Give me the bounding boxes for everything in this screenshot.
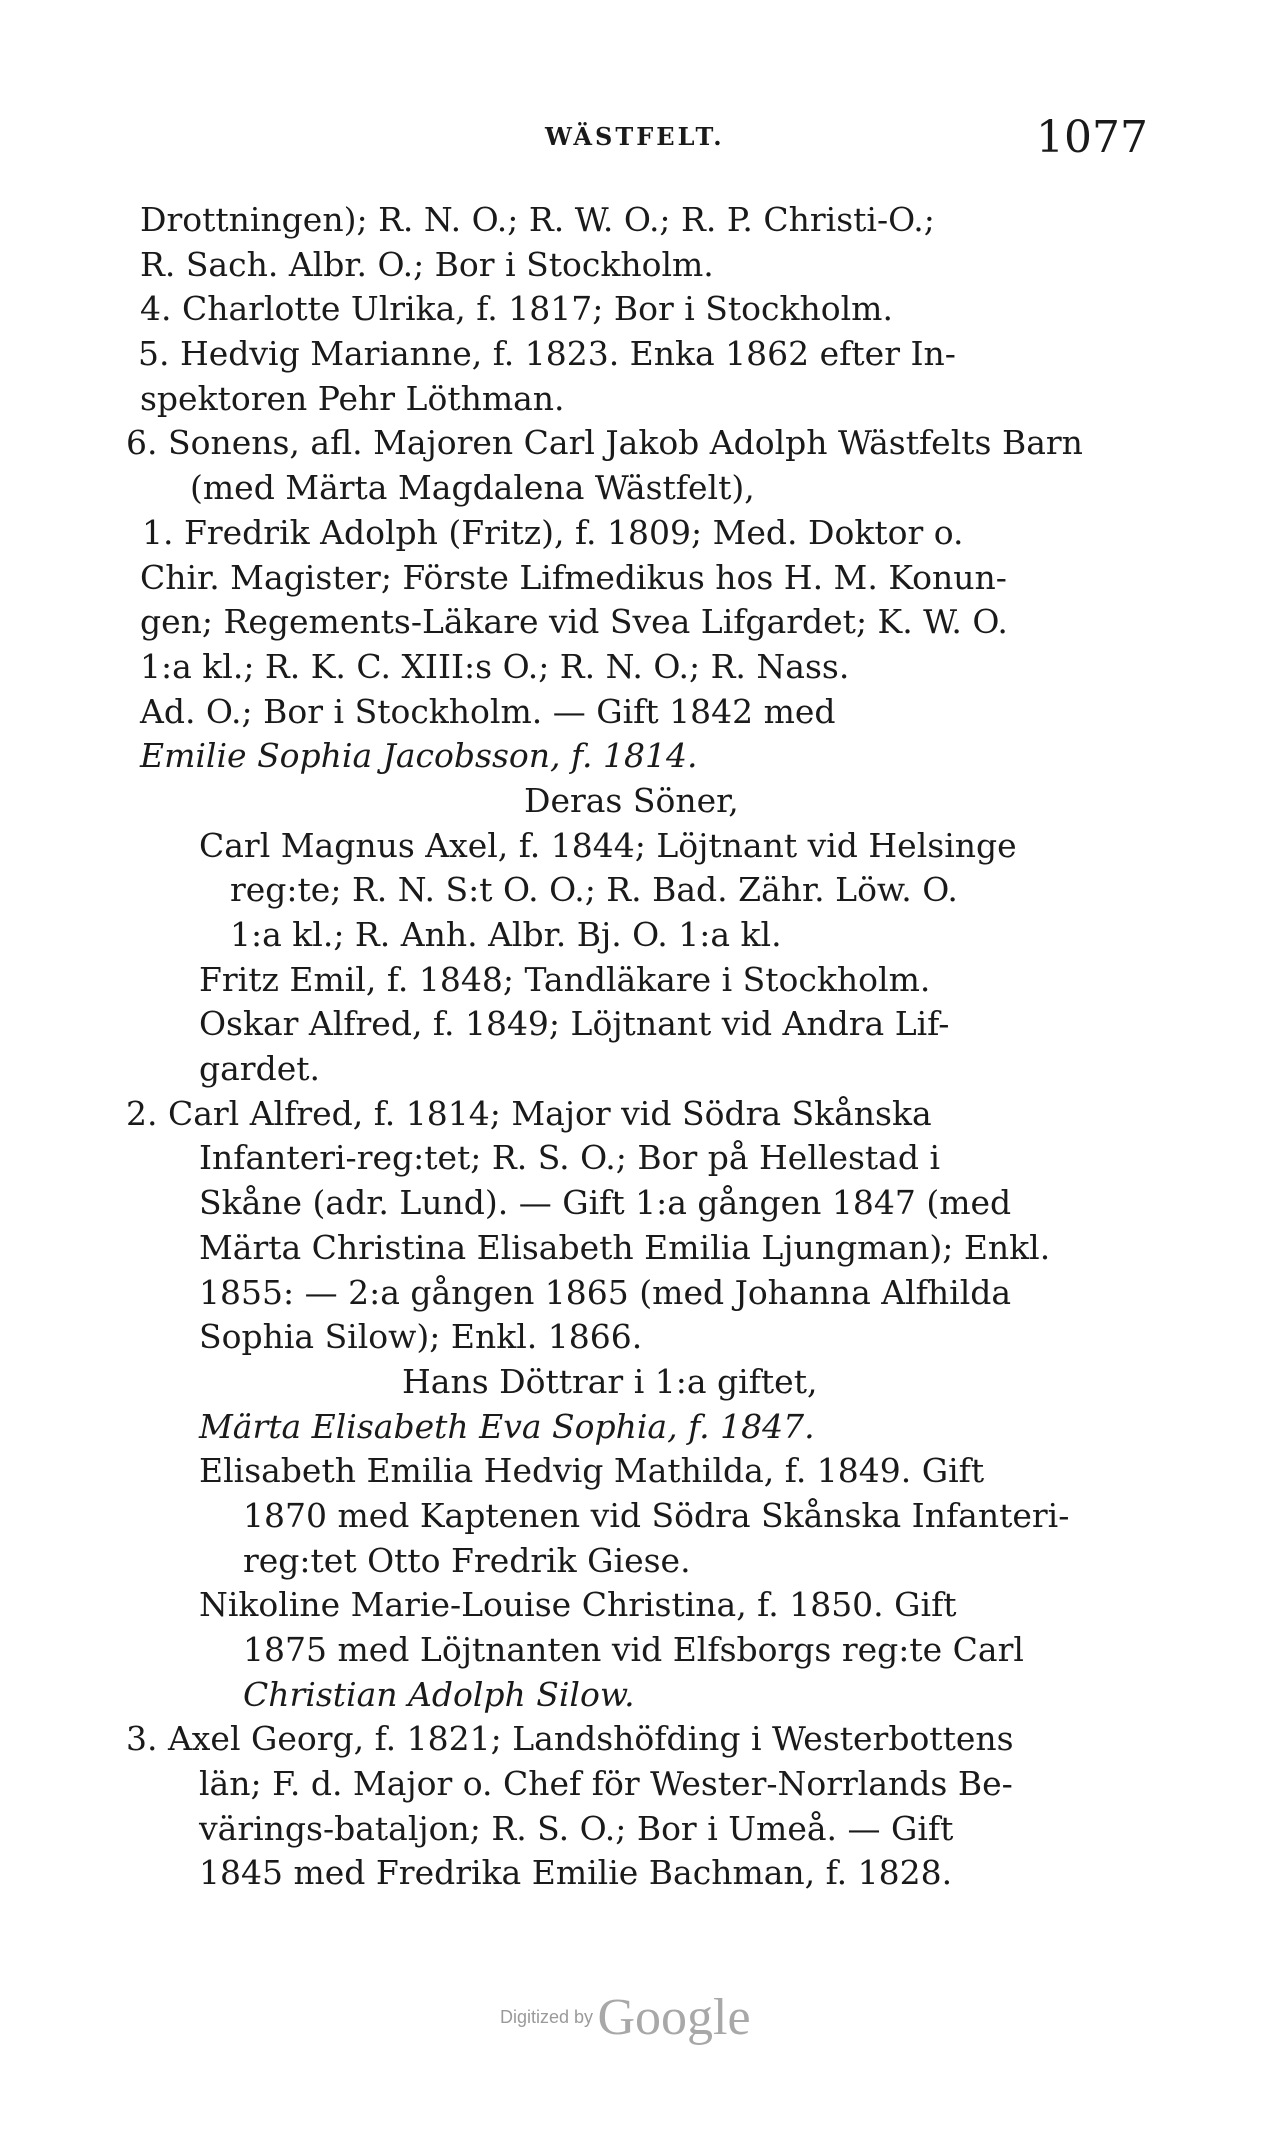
text-line: Fritz Emil, f. 1848; Tandläkare i Stockholm. — [199, 959, 931, 999]
digitized-by-footer — [500, 1988, 751, 2047]
text-line: 1:a kl.; R. Anh. Albr. Bj. O. 1:a kl. — [230, 915, 782, 954]
text-line: Märta Elisabeth Eva Sophia, f. 1847. — [199, 1406, 815, 1446]
text-line: 4. Charlotte Ulrika, f. 1817; Bor i Stockholm. — [140, 289, 893, 329]
text-line: 1875 med Löjtnanten vid Elfsborgs reg:te Carl — [243, 1630, 1024, 1669]
text-line: Chir. Magister; Förste Lifmedikus hos H. M. Konun- — [140, 557, 1007, 597]
text-line: län; F. d. Major o. Chef för Wester-Norrlands Be- — [199, 1764, 1013, 1804]
text-line: 1845 med Fredrika Emilie Bachman, f. 1828. — [199, 1853, 953, 1893]
text-line: gen; Regements-Läkare vid Svea Lifgardet; K. W. O. — [140, 602, 1008, 642]
text-line: Drottningen); R. N. O.; R. W. O.; R. P. Christi-O.; — [140, 200, 935, 239]
text-line: R. Sach. Albr. O.; Bor i Stockholm. — [140, 244, 714, 284]
text-line: gardet. — [199, 1049, 320, 1089]
text-line: 5. Hedvig Marianne, f. 1823. Enka 1862 efter In- — [138, 334, 956, 374]
text-line: Ad. O.; Bor i Stockholm. — Gift 1842 med — [140, 691, 836, 731]
digitized-label: Digitized by — [500, 2007, 594, 2027]
text-line: (med Märta Magdalena Wästfelt), — [190, 468, 755, 508]
text-line: Infanteri-reg:tet; R. S. O.; Bor på Hellestad i — [199, 1138, 941, 1178]
text-line: 3. Axel Georg, f. 1821; Landshöfding i Westerbottens — [126, 1719, 1014, 1759]
text-line: värings-bataljon; R. S. O.; Bor i Umeå. — Gift — [199, 1808, 954, 1848]
text-line: Deras Söner, — [524, 780, 739, 820]
text-line: Hans Döttrar i 1:a giftet, — [402, 1361, 818, 1401]
text-line: 6. Sonens, afl. Majoren Carl Jakob Adolph Wästfelts Barn — [126, 423, 1083, 463]
text-line: Skåne (adr. Lund). — Gift 1:a gången 1847 (med — [199, 1183, 1012, 1223]
page-header — [0, 112, 1279, 172]
text-line: Emilie Sophia Jacobsson, f. 1814. — [140, 736, 698, 776]
text-line: Elisabeth Emilia Hedvig Mathilda, f. 1849. Gift — [199, 1451, 985, 1491]
text-line: 2. Carl Alfred, f. 1814; Major vid Södra Skånska — [126, 1093, 932, 1133]
text-line: Märta Christina Elisabeth Emilia Ljungman); Enkl. — [199, 1227, 1051, 1267]
text-line: 1:a kl.; R. K. C. XIII:s O.; R. N. O.; R. Nass. — [140, 646, 850, 686]
text-line: Nikoline Marie-Louise Christina, f. 1850. Gift — [199, 1585, 957, 1625]
running-head: WÄSTFELT. — [545, 122, 725, 151]
text-line: Sophia Silow); Enkl. 1866. — [199, 1317, 643, 1357]
google-logo: Google — [597, 1989, 751, 2046]
text-line: Christian Adolph Silow. — [243, 1674, 635, 1714]
text-line: spektoren Pehr Löthman. — [140, 378, 565, 418]
body-text — [126, 198, 1180, 1896]
text-line: 1870 med Kaptenen vid Södra Skånska Infanteri- — [243, 1495, 1070, 1535]
text-line: 1. Fredrik Adolph (Fritz), f. 1809; Med. Doktor o. — [142, 512, 964, 552]
text-line: reg:te; R. N. S:t O. O.; R. Bad. Zähr. Löw. O. — [230, 870, 958, 910]
text-line: Carl Magnus Axel, f. 1844; Löjtnant vid Helsinge — [199, 825, 1017, 865]
text-line: Oskar Alfred, f. 1849; Löjtnant vid Andra Lif- — [199, 1004, 950, 1044]
page-number: 1077 — [1036, 112, 1148, 163]
text-line: 1855: — 2:a gången 1865 (med Johanna Alfhilda — [199, 1272, 1012, 1312]
text-line: reg:tet Otto Fredrik Giese. — [243, 1540, 691, 1580]
